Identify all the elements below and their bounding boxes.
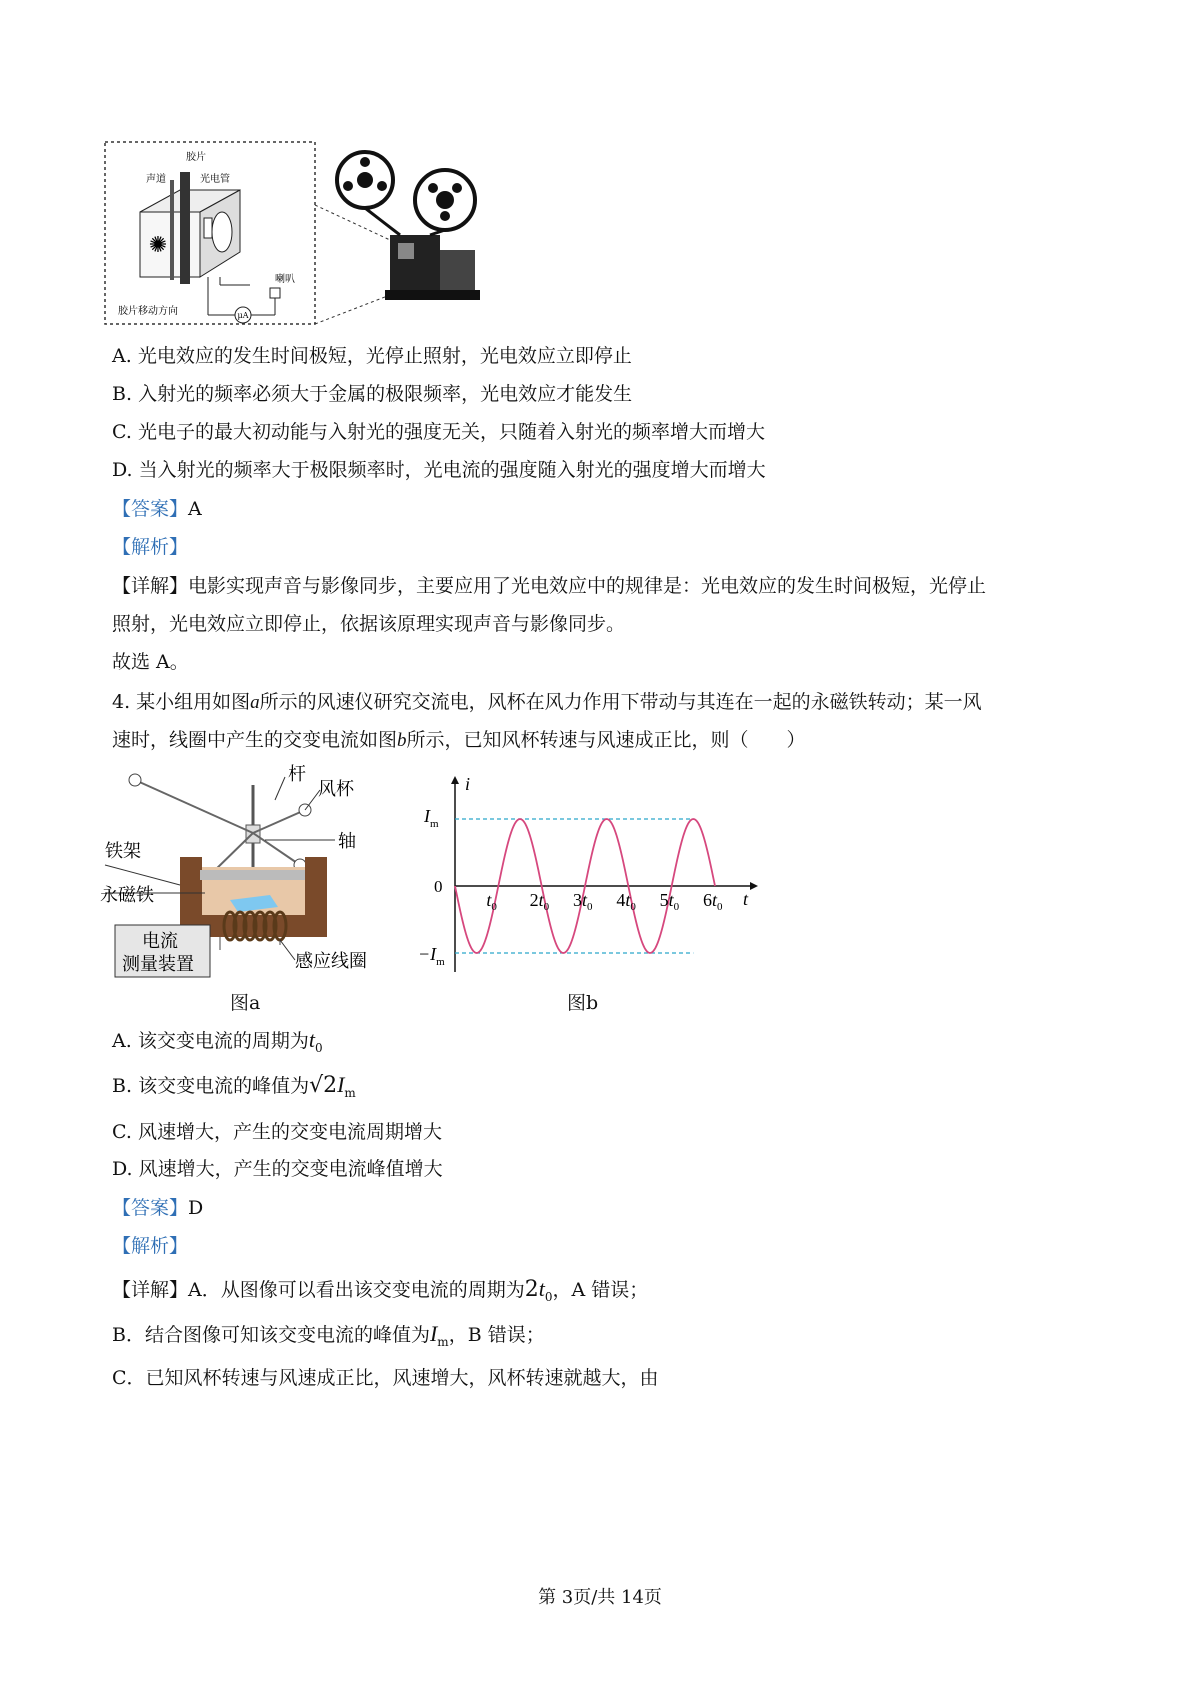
fig-a-caption: 图a: [230, 992, 261, 1014]
q4-option-d: D. 风速增大，产生的交变电流峰值增大: [112, 1158, 443, 1180]
q3-option-b: B. 入射光的频率必须大于金属的极限频率，光电效应才能发生: [112, 383, 633, 405]
label-magnet: 永磁铁: [100, 885, 154, 906]
x-tick-label: $4t_0$: [616, 890, 636, 913]
x-tick-label: $3t_0$: [573, 890, 593, 913]
label-shaft: 轴: [338, 831, 356, 852]
label-film: 胶片: [186, 152, 206, 163]
detail-tag: 【详解】: [112, 575, 189, 597]
answer-tag: 【答案】: [112, 498, 189, 520]
y-tick-neg-im: $-I_m$: [418, 944, 445, 968]
label-frame: 铁架: [105, 841, 141, 862]
x-axis-arrow-icon: [750, 882, 758, 890]
bulb-icon: ✺: [148, 233, 168, 258]
x-axis-label: t: [743, 889, 749, 909]
q4-stem-line-2: 速时，线圈中产生的交变电流如图b所示，已知风杯转速与风速成正比，则（ ）: [112, 729, 806, 751]
label-cup: 风杯: [318, 779, 354, 800]
label-rod: 杆: [288, 764, 306, 785]
q4-stem-line-1: 4. 某小组用如图a所示的风速仪研究交流电，风杯在风力作用下带动与其连在一起的永磁铁转动；某一风: [112, 691, 982, 713]
label-device-1: 电流: [142, 931, 178, 952]
label-film-direction: 胶片移动方向: [118, 306, 178, 317]
q4-detail-b: B．结合图像可知该交变电流的峰值为$I_m$，B 错误；: [112, 1321, 545, 1349]
label-device-2: 测量装置: [122, 954, 194, 975]
analysis-tag: 【解析】: [112, 1235, 189, 1257]
projector-figure: [100, 140, 520, 340]
x-tick-label: $t_0$: [486, 890, 497, 913]
q3-option-d: D. 当入射光的频率大于极限频率时，光电流的强度随入射光的强度增大而增大: [112, 459, 766, 481]
q3-answer: 【答案】A: [112, 498, 202, 520]
detail-tag: 【详解】: [112, 1279, 189, 1301]
q3-conclusion: 故选 A。: [112, 651, 189, 673]
analysis-tag: 【解析】: [112, 536, 189, 558]
q3-analysis: [112, 533, 188, 561]
y-axis-label: i: [465, 774, 471, 794]
page-footer: 第 3页/共 14页: [538, 1587, 662, 1608]
origin-label: 0: [434, 877, 443, 896]
y-axis-arrow-icon: [451, 776, 459, 784]
film-strip: [180, 172, 190, 284]
q4-answer: 【答案】D: [112, 1197, 204, 1219]
x-tick-label: $6t_0$: [703, 890, 723, 913]
q4-analysis: [112, 1232, 188, 1260]
q4-option-b: B. 该交变电流的峰值为$√2I_m$: [112, 1072, 356, 1100]
anemometer-figure: [100, 765, 390, 980]
q4-detail-c: C．已知风杯转速与风速成正比，风速增大，风杯转速就越大，由: [112, 1367, 659, 1389]
label-speaker: 喇叭: [275, 274, 295, 285]
label-meter: μA: [237, 311, 249, 320]
q4-detail-a: 【详解】A．从图像可以看出该交变电流的周期为$2t_0$，A 错误；: [112, 1276, 649, 1304]
fig-b-caption: 图b: [567, 992, 599, 1014]
q4-option-a: A. 该交变电流的周期为$t_0$: [112, 1027, 323, 1055]
label-coil: 感应线圈: [295, 951, 367, 972]
speaker-icon: [270, 288, 280, 298]
q3-option-c: C. 光电子的最大初动能与入射光的强度无关，只随着入射光的频率增大而增大: [112, 421, 765, 443]
induction-coil: [224, 912, 286, 940]
phototube: [204, 218, 212, 238]
label-soundtrack: 声道: [146, 174, 166, 185]
q3-detail-line-2: 照射，光电效应立即停止，依据该原理实现声音与影像同步。: [112, 613, 626, 635]
x-tick-label: $5t_0$: [659, 890, 680, 913]
current-time-chart: [420, 772, 760, 977]
q3-detail-line-1: 【详解】电影实现声音与影像同步，主要应用了光电效应中的规律是：光电效应的发生时间极短，光停止: [112, 575, 987, 597]
q3-option-a: A. 光电效应的发生时间极短，光停止照射，光电效应立即停止: [112, 345, 632, 367]
x-tick-label: $2t_0$: [529, 890, 550, 913]
q4-option-c: C. 风速增大，产生的交变电流周期增大: [112, 1121, 442, 1143]
y-tick-im: $I_m$: [424, 806, 439, 830]
lens: [212, 212, 232, 252]
cup-icon: [129, 774, 141, 786]
label-phototube: 光电管: [200, 174, 230, 185]
answer-tag: 【答案】: [112, 1197, 189, 1219]
projector-icon: [337, 152, 480, 300]
